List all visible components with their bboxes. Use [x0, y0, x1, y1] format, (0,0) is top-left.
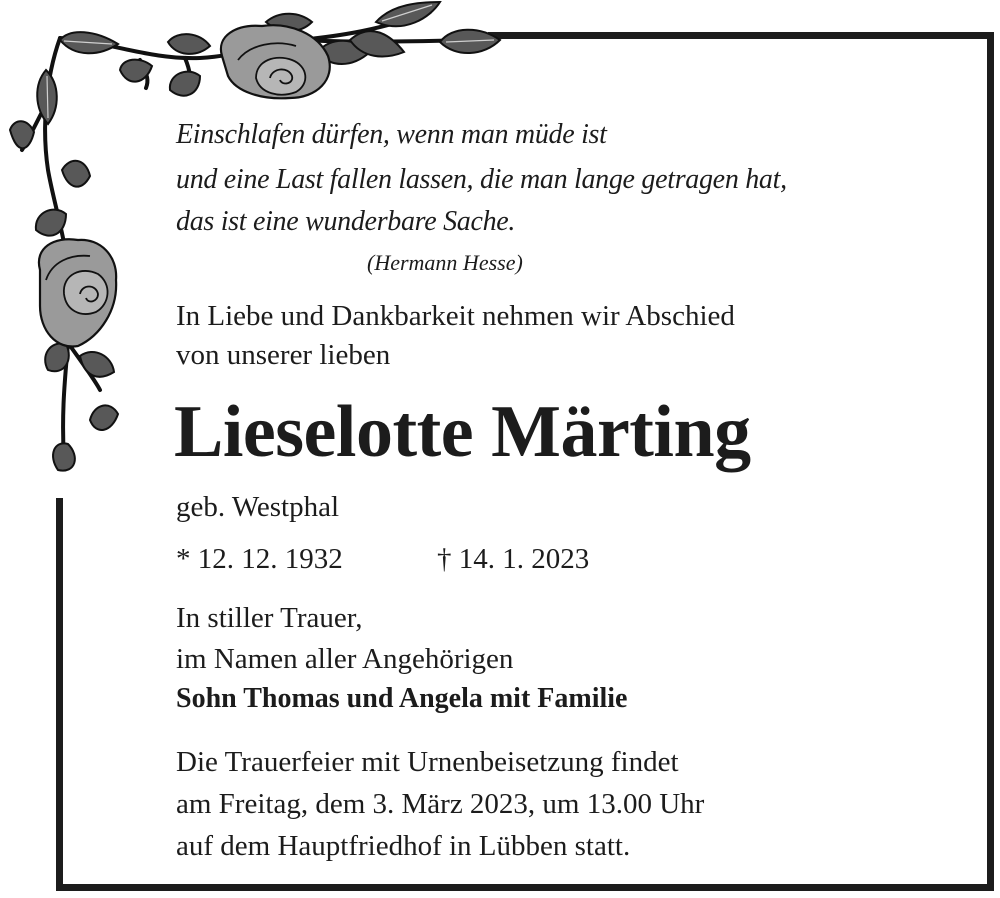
ceremony-line-1: Die Trauerfeier mit Urnenbeisetzung findet	[176, 746, 679, 778]
leaf-icon	[90, 405, 118, 430]
quote-line-1: Einschlafen dürfen, wenn man müde ist	[176, 119, 607, 150]
birth-name: geb. Westphal	[176, 491, 340, 523]
leaf-icon	[10, 121, 34, 148]
ceremony-line-3: auf dem Hauptfriedhof in Lübben statt.	[176, 830, 631, 862]
intro-line-2: von unserer lieben	[176, 339, 391, 371]
mourners-family: Sohn Thomas und Angela mit Familie	[176, 683, 628, 714]
deceased-name: Lieselotte Märting	[174, 391, 751, 473]
leaf-icon	[376, 2, 440, 26]
leaf-icon	[170, 72, 200, 96]
ceremony-line-2: am Freitag, dem 3. März 2023, um 13.00 Uhr	[176, 788, 705, 820]
birth-date: * 12. 12. 1932	[176, 543, 343, 575]
quote-line-3: das ist eine wunderbare Sache.	[176, 206, 516, 237]
intro-line-1: In Liebe und Dankbarkeit nehmen wir Abschied	[176, 300, 735, 332]
mourners-line-2: im Namen aller Angehörigen	[176, 643, 514, 675]
death-date: † 14. 1. 2023	[437, 543, 590, 575]
quote-author: (Hermann Hesse)	[367, 250, 523, 275]
mourners-line-1: In stiller Trauer,	[176, 602, 363, 634]
quote-line-2: und eine Last fallen lassen, die man lange getragen hat,	[176, 164, 787, 195]
rose-icon	[39, 239, 116, 346]
leaf-icon	[53, 443, 75, 470]
leaf-icon	[440, 30, 500, 53]
leaf-icon	[45, 343, 69, 371]
leaf-icon	[80, 352, 114, 377]
